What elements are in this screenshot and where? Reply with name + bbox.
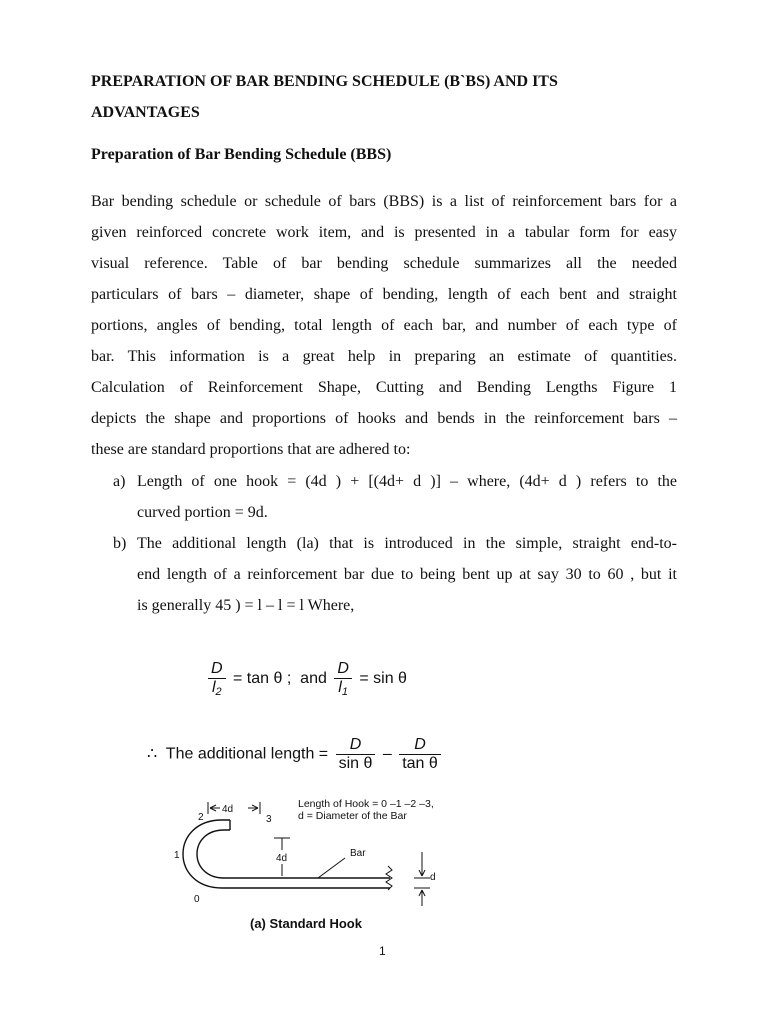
- title-line-1: PREPARATION OF BAR BENDING SCHEDULE (B`BS) AND ITS: [91, 73, 558, 90]
- paragraph-line: Calculation of Reinforcement Shape, Cutting and Bending Lengths Figure 1: [91, 379, 677, 396]
- l-symbol: l: [338, 679, 342, 696]
- dim-4d-vertical-label: 4d: [276, 853, 288, 864]
- d-label: d: [430, 872, 436, 883]
- hook-length-text: Length of Hook = 0 –1 –2 –3,: [298, 798, 434, 810]
- denominator: [334, 679, 352, 698]
- and-word: and: [300, 670, 327, 688]
- point-2-label: 2: [198, 812, 204, 823]
- list-item-b: [113, 528, 677, 621]
- fraction-d-over-l2: [208, 660, 226, 698]
- denominator: tan θ: [402, 755, 438, 772]
- list-item-text: end length of a reinforcement bar due to being bent up at say 30 to 60 , but it: [137, 566, 677, 583]
- denominator: sin θ: [338, 755, 373, 772]
- equation-trig-ratios: [205, 660, 407, 698]
- equation-label: The additional length =: [165, 745, 329, 763]
- paragraph-line: portions, angles of bending, total length of each bar, and number of each type of: [91, 317, 677, 334]
- numerator: D: [399, 736, 441, 755]
- list-marker: b): [113, 535, 127, 552]
- paragraph-line: particulars of bars – diameter, shape of bending, length of each bent and straight: [91, 286, 677, 303]
- numerator: D: [208, 660, 226, 679]
- list-item-a: [113, 466, 677, 528]
- hook-diameter-text: d = Diameter of the Bar: [298, 810, 407, 822]
- tan-expression: = tan θ ;: [233, 670, 292, 688]
- point-3-label: 3: [266, 814, 272, 825]
- list-marker: a): [113, 473, 126, 490]
- sin-expression: = sin θ: [359, 670, 407, 688]
- point-1-label: 1: [174, 850, 180, 861]
- paragraph-line: depicts the shape and proportions of hooks and bends in the reinforcement bars –: [91, 410, 677, 427]
- denominator: [208, 679, 226, 698]
- document-title: [91, 66, 691, 128]
- bar-leader-line: [318, 858, 345, 878]
- list-item-text: The additional length (la) that is introduced in the simple, straight end-to-: [137, 535, 677, 552]
- therefore-symbol: ∴: [147, 745, 158, 763]
- paragraph-line: Bar bending schedule or schedule of bars (BBS) is a list of reinforcement bars for a: [91, 193, 677, 210]
- list-item-text: curved portion = 9d.: [137, 504, 268, 521]
- list-item-text: Length of one hook = (4d ) + [(4d+ d )] – where, (4d+ d ) refers to the: [137, 473, 677, 490]
- section-heading: Preparation of Bar Bending Schedule (BBS): [91, 146, 392, 163]
- figure-caption: (a) Standard Hook: [250, 916, 362, 931]
- standard-hook-diagram: [160, 790, 460, 910]
- dim-4d-top-label: 4d: [222, 804, 234, 815]
- fraction-d-over-sin: [336, 736, 376, 773]
- l-symbol: l: [211, 679, 216, 696]
- equation-additional-length: [147, 736, 444, 773]
- page-number: 1: [379, 944, 386, 958]
- title-line-2: ADVANTAGES: [91, 104, 200, 121]
- body-paragraph: [91, 186, 677, 465]
- fraction-d-over-l1: [334, 660, 352, 698]
- paragraph-line: these are standard proportions that are adhered to:: [91, 441, 411, 458]
- list-item-text: is generally 45 ) = l – l = l Where,: [137, 597, 355, 614]
- subscript: 1: [341, 686, 348, 698]
- numerator: D: [336, 736, 376, 755]
- subscript: 2: [215, 686, 222, 698]
- numerator: D: [334, 660, 352, 679]
- paragraph-line: bar. This information is a great help in preparing an estimate of quantities.: [91, 348, 677, 365]
- bar-label: Bar: [350, 848, 366, 859]
- fraction-d-over-tan: [399, 736, 441, 773]
- paragraph-line: visual reference. Table of bar bending schedule summarizes all the needed: [91, 255, 677, 272]
- point-0-label: 0: [194, 894, 200, 905]
- minus-sign: –: [382, 745, 392, 763]
- paragraph-line: given reinforced concrete work item, and is presented in a tabular form for easy: [91, 224, 677, 241]
